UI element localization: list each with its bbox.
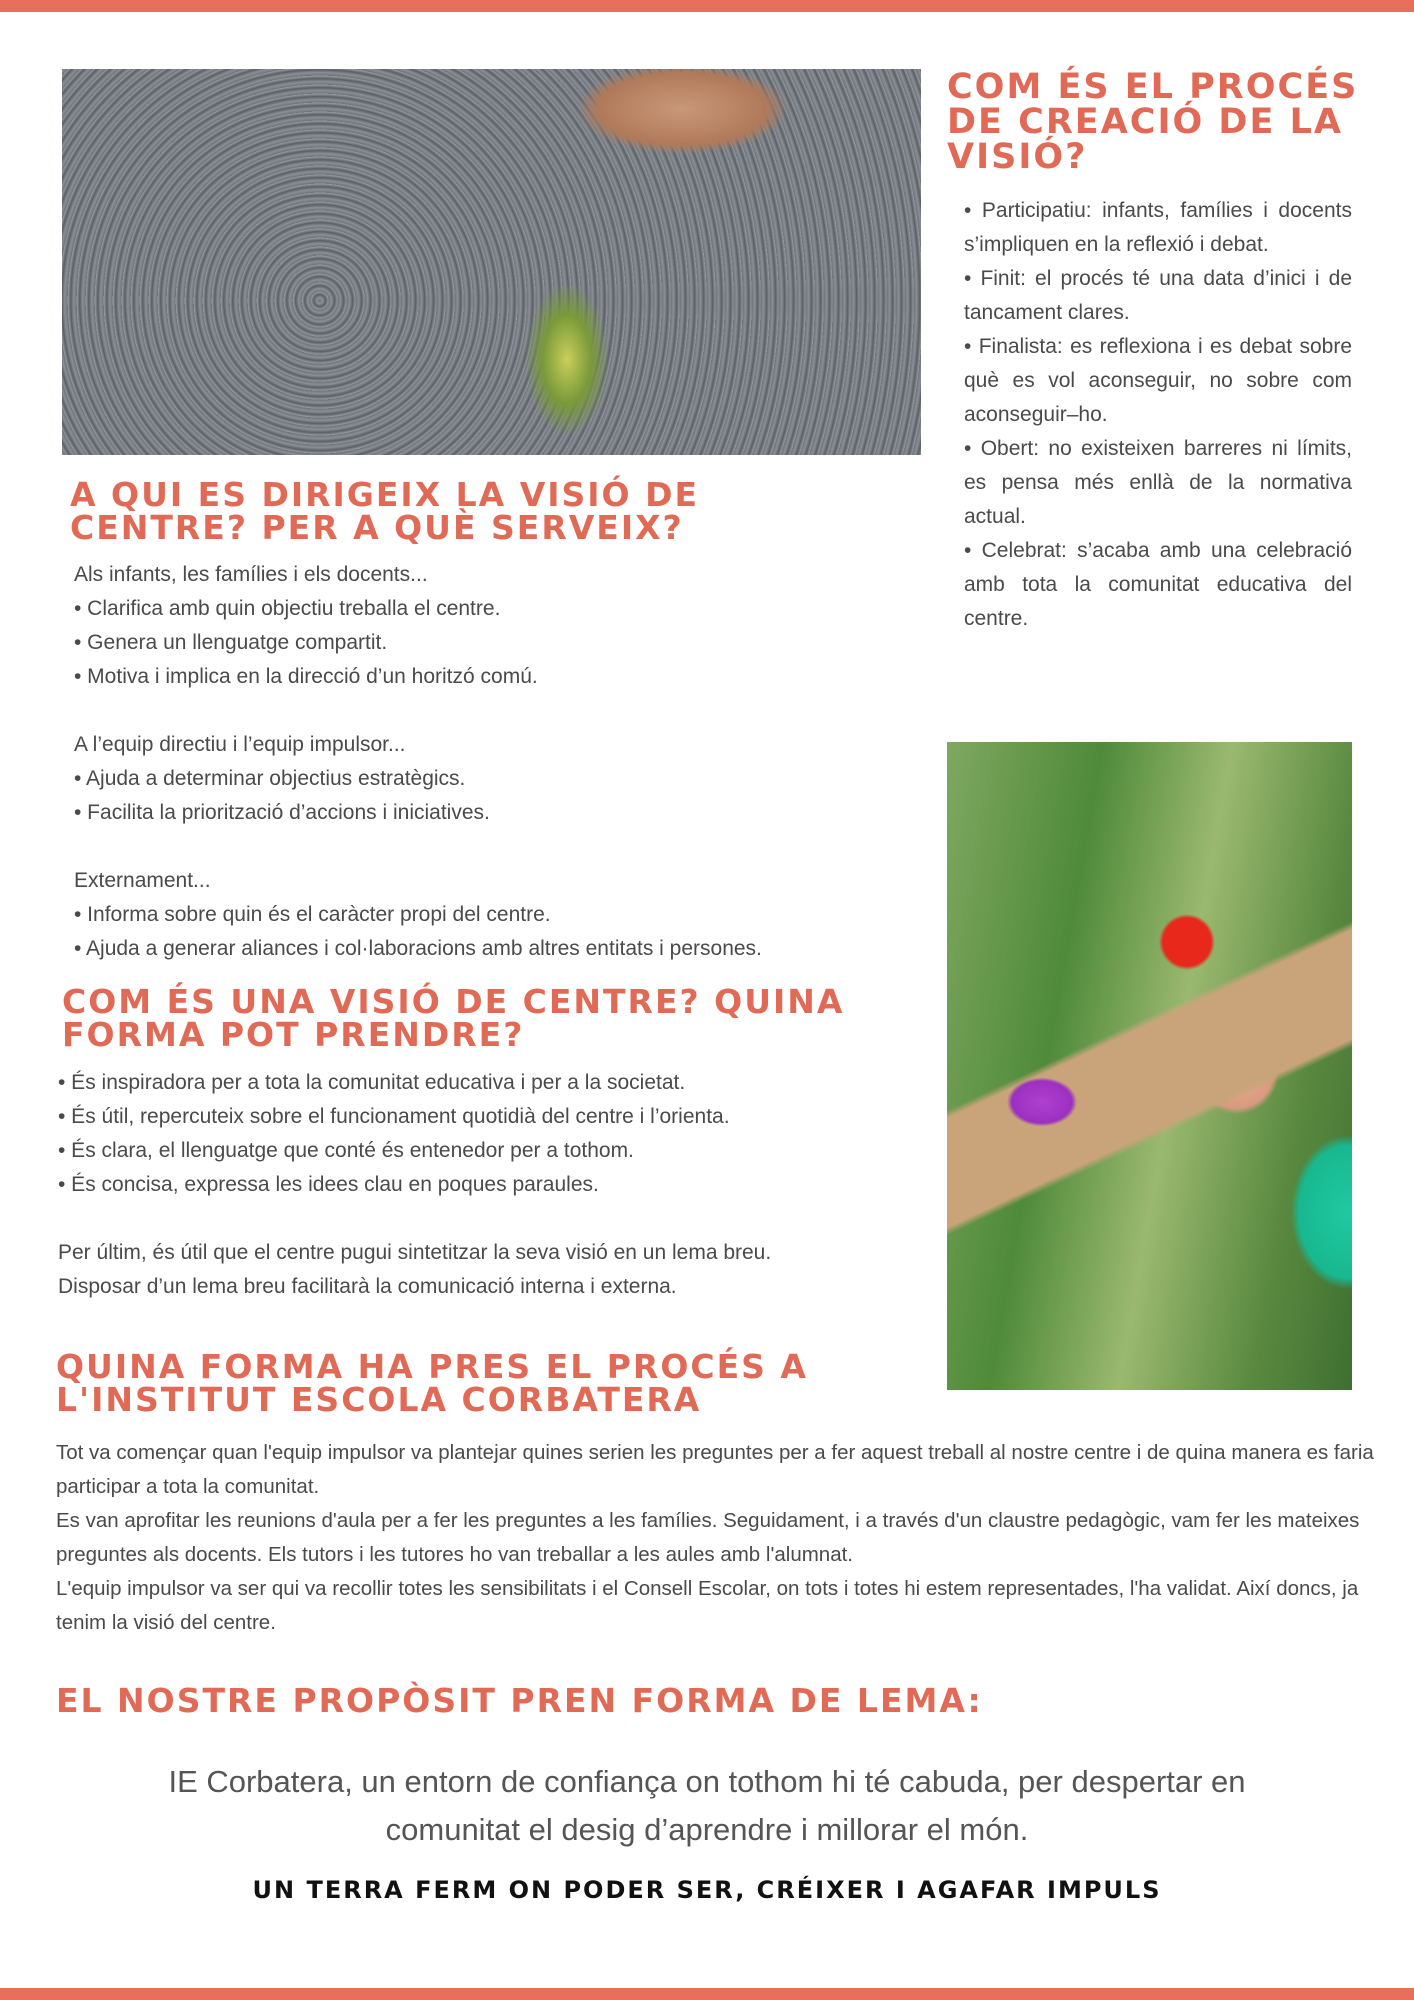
process-list: [964, 194, 1352, 636]
child-holding-flower-card-photo: [947, 742, 1352, 1390]
motto-text: IE Corbatera, un entorn de confiança on tothom hi té cabuda, per despertar en comunitat el desig d’aprendre i millorar el món.: [168, 1764, 1246, 1847]
audience-item: • Ajuda a determinar objectius estratègics.: [74, 767, 466, 790]
motto-heading: EL NOSTRE PROPÒSIT PREN FORMA DE LEMA:: [56, 1681, 983, 1720]
motto-tagline: UN TERRA FERM ON PODER SER, CRÉIXER I AGAFAR IMPULS: [252, 1876, 1162, 1904]
corbatera-paragraph: L'equip impulsor va ser qui va recollir totes les sensibilitats i el Consell Escolar, on tots i totes hi estem representades, l'ha validat. Així doncs, ja tenim la visió del centre.: [56, 1577, 1359, 1634]
form-text: [58, 1066, 858, 1304]
audience-heading: A QUI ES DIRIGEIX LA VISIÓ DE CENTRE? PER A QUÈ SERVEIX?: [70, 475, 700, 547]
process-item: • Finit: el procés té una data d’inici i de tancament clares.: [964, 267, 1352, 324]
audience-item: • Genera un llenguatge compartit.: [74, 631, 388, 654]
audience-item: • Facilita la priorització d’accions i iniciatives.: [74, 801, 490, 824]
process-item: • Finalista: es reflexiona i es debat sobre què es vol aconseguir, no sobre com aconseguir–ho.: [964, 335, 1352, 426]
form-item: • És clara, el llenguatge que conté és entenedor per a tothom.: [58, 1139, 634, 1162]
audience-item: • Motiva i implica en la direcció d’un horitzó comú.: [74, 665, 538, 688]
audience-item: • Ajuda a generar aliances i col·laboracions amb altres entitats i persones.: [74, 937, 762, 960]
process-item: • Celebrat: s’acaba amb una celebració amb tota la comunitat educativa del centre.: [964, 539, 1352, 630]
form-item: • És concisa, expressa les idees clau en poques paraules.: [58, 1173, 599, 1196]
audience-intro: A l’equip directiu i l’equip impulsor...: [74, 733, 406, 756]
form-heading: COM ÉS UNA VISIÓ DE CENTRE? QUINA FORMA POT PRENDRE?: [62, 982, 845, 1054]
audience-item: • Informa sobre quin és el caràcter propi del centre.: [74, 903, 551, 926]
process-item: • Obert: no existeixen barreres ni límits, es pensa més enllà de la normativa actual.: [964, 437, 1352, 528]
bottom-accent-bar: [0, 1988, 1414, 2000]
form-closing: Per últim, és útil que el centre pugui sintetitzar la seva visió en un lema breu. Disposar d’un lema breu facilitarà la comunicació interna i externa.: [58, 1241, 772, 1298]
corbatera-paragraph: Tot va començar quan l'equip impulsor va plantejar quines serien les preguntes per a fer aquest treball al nostre centre i de quina manera es faria participar a tota la comunitat.: [56, 1441, 1374, 1498]
audience-item: • Clarifica amb quin objectiu treballa el centre.: [74, 597, 501, 620]
flower-in-gravel-photo: [62, 69, 921, 455]
audience-intro: Externament...: [74, 869, 211, 892]
corbatera-text: [56, 1436, 1378, 1640]
audience-intro: Als infants, les famílies i els docents...: [74, 563, 428, 586]
corbatera-heading: QUINA FORMA HA PRES EL PROCÉS A L'INSTITUT ESCOLA CORBATERA: [56, 1347, 808, 1419]
process-heading: COM ÉS EL PROCÉS DE CREACIÓ DE LA VISIÓ?: [947, 67, 1359, 177]
corbatera-paragraph: Es van aprofitar les reunions d'aula per a fer les preguntes a les famílies. Seguidament, i a través d'un claustre pedagògic, vam fer les mateixes preguntes als docents. Els tutors i les tutores ho van treballar a les aules amb l'alumnat.: [56, 1509, 1360, 1566]
top-accent-bar: [0, 0, 1414, 12]
process-item: • Participatiu: infants, famílies i docents s’impliquen en la reflexió i debat.: [964, 199, 1352, 256]
form-item: • És útil, repercuteix sobre el funcionament quotidià del centre i l’orienta.: [58, 1105, 730, 1128]
form-item: • És inspiradora per a tota la comunitat educativa i per a la societat.: [58, 1071, 686, 1094]
audience-text: [74, 558, 914, 966]
